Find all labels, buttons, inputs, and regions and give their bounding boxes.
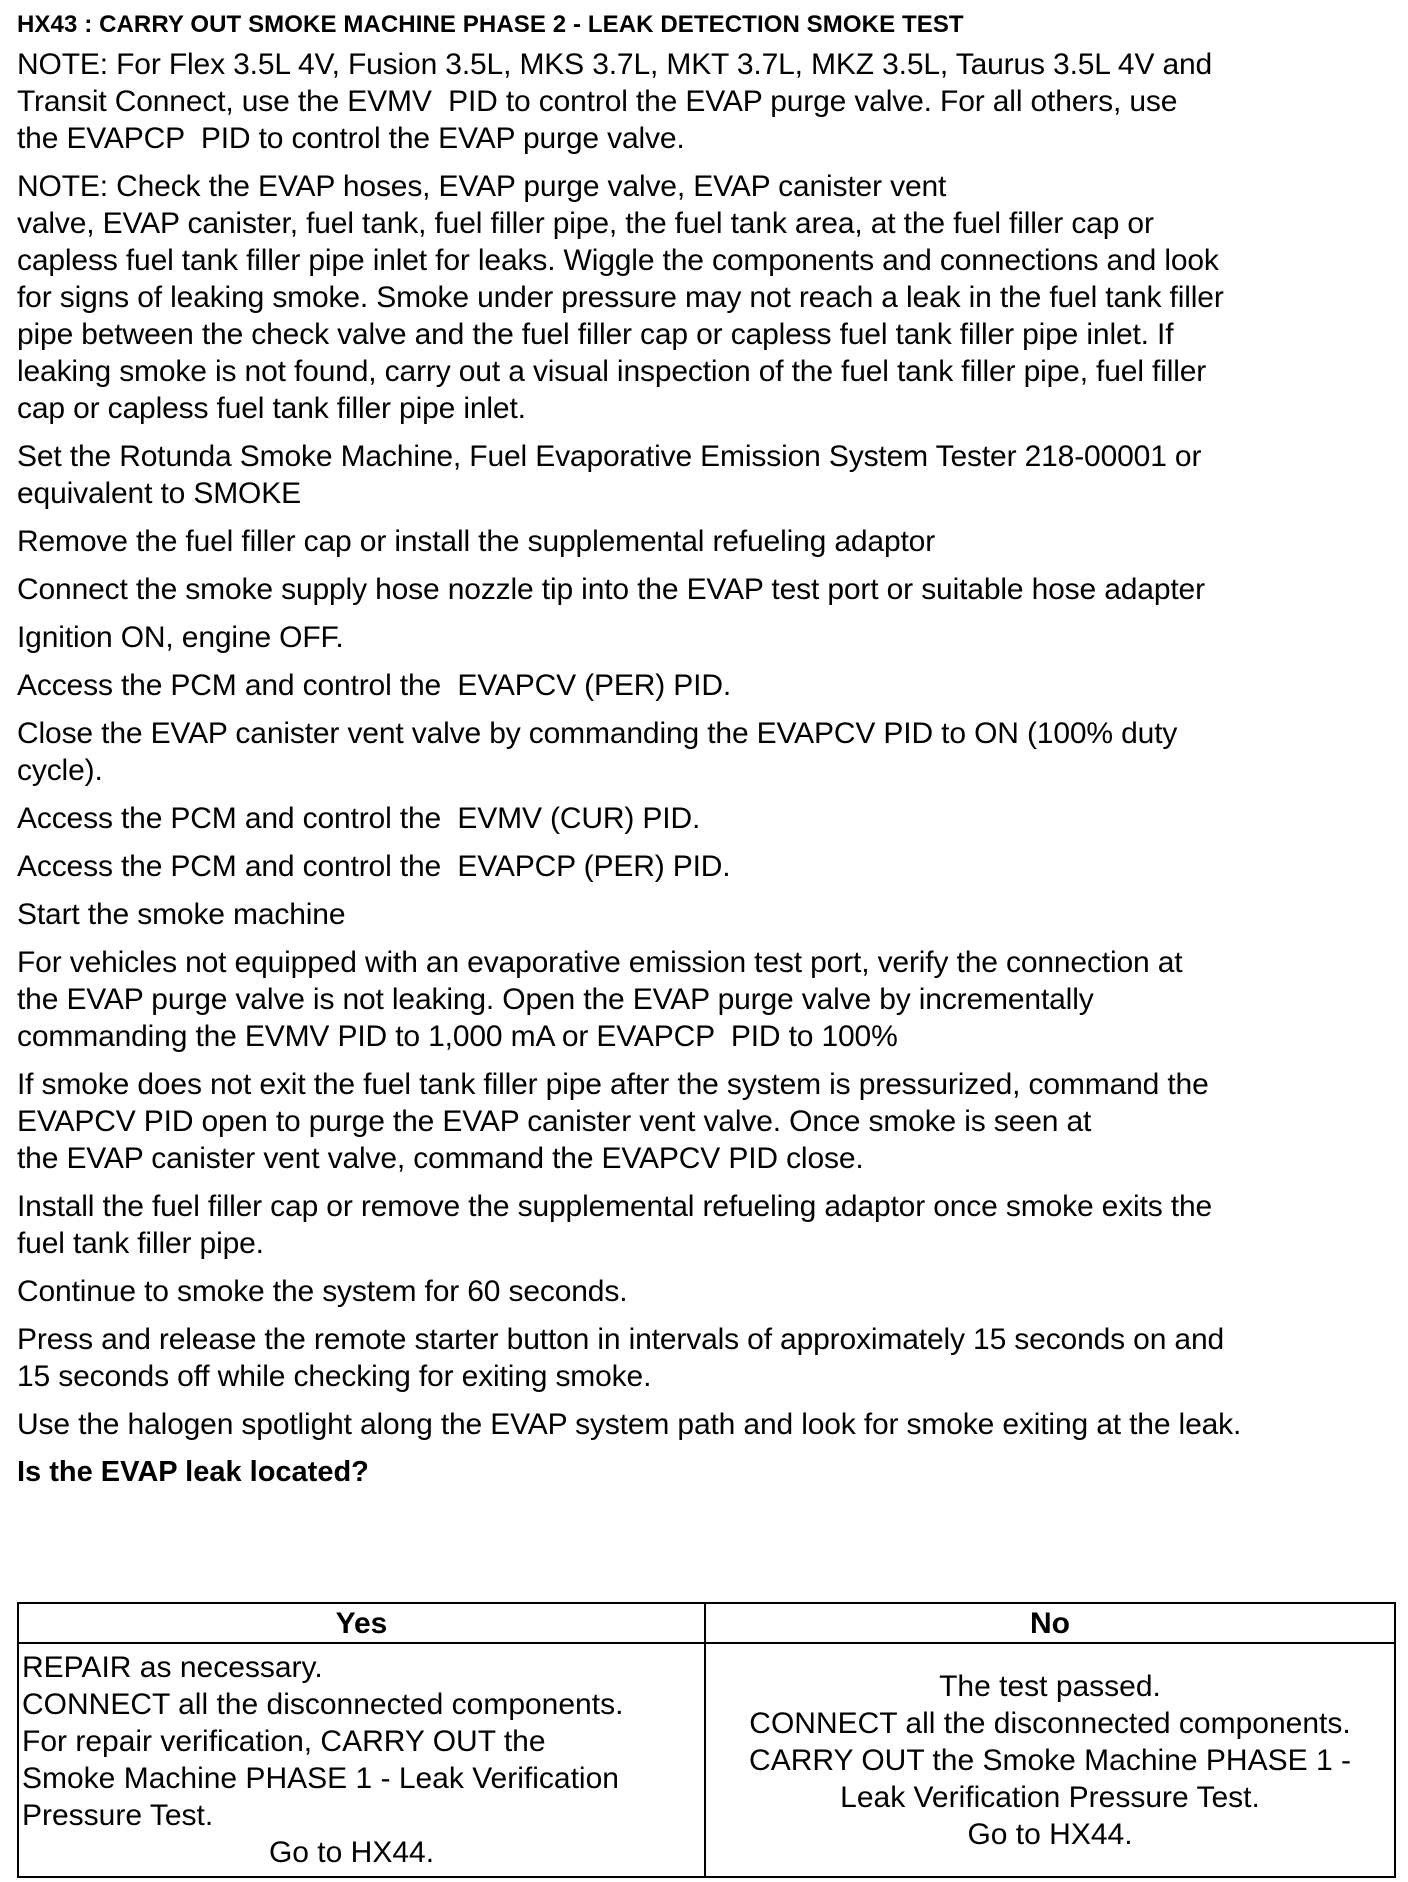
no-header: No <box>705 1603 1395 1643</box>
yes-line: Smoke Machine PHASE 1 - Leak Verification <box>22 1762 619 1795</box>
step-ignition-on: Ignition ON, engine OFF. <box>17 621 344 654</box>
step-continue-smoke: Continue to smoke the system for 60 seconds. <box>17 1275 628 1308</box>
yes-line: REPAIR as necessary. <box>22 1651 323 1684</box>
table-header-row <box>18 1603 1395 1643</box>
no-line: The test passed. <box>939 1669 1161 1703</box>
step-purge-vent-valve: If smoke does not exit the fuel tank filler pipe after the system is pressurized, command the EVAPCV PID open to purge the EVAP canister vent valve. Once smoke is seen at the EVAP canister vent valve, command the EVAPCV PID close. <box>17 1068 1209 1175</box>
step-set-smoke-machine: Set the Rotunda Smoke Machine, Fuel Evaporative Emission System Tester 218-00001 or equivalent to SMOKE <box>17 440 1202 510</box>
yes-goto-link: Go to HX44. <box>268 1836 435 1869</box>
step-close-vent-valve: Close the EVAP canister vent valve by commanding the EVAPCV PID to ON (100% duty cycle). <box>17 717 1178 787</box>
step-remote-starter: Press and release the remote starter button in intervals of approximately 15 seconds on and 15 seconds off while checking for exiting smoke. <box>17 1323 1225 1393</box>
yes-line: For repair verification, CARRY OUT the <box>22 1725 546 1758</box>
yes-cell <box>18 1643 705 1877</box>
no-line: CARRY OUT the Smoke Machine PHASE 1 - <box>749 1743 1351 1777</box>
step-remove-filler-cap: Remove the fuel filler cap or install the supplemental refueling adaptor <box>17 525 936 558</box>
step-access-evapcp: Access the PCM and control the EVAPCP (PER) PID. <box>17 850 731 883</box>
note-check-evap-components: NOTE: Check the EVAP hoses, EVAP purge valve, EVAP canister vent valve, EVAP canister, fuel tank, fuel filler pipe, the fuel tank area, at the fuel filler cap or capless fuel tank filler pipe inlet for leaks. Wiggle the components and connections and look for signs of leaking smoke. Smoke under pressure may not reach a leak in the fuel tank filler pipe between the check valve and the fuel filler cap or capless fuel tank filler pipe inlet. If leaking smoke is not found, carry out a visual inspection of the fuel tank filler pipe, fuel filler cap or capless fuel tank filler pipe inlet. <box>17 170 1224 425</box>
no-cell <box>705 1643 1395 1877</box>
step-halogen-spotlight: Use the halogen spotlight along the EVAP system path and look for smoke exiting at the leak. <box>17 1408 1242 1441</box>
step-start-smoke-machine: Start the smoke machine <box>17 898 346 931</box>
note-evmv-evapcp: NOTE: For Flex 3.5L 4V, Fusion 3.5L, MKS 3.7L, MKT 3.7L, MKZ 3.5L, Taurus 3.5L 4V and Transit Connect, use the EVMV PID to control the EVAP purge valve. For all others, use the EVAPCP PID to control the EVAP purge valve. <box>17 48 1213 155</box>
step-connect-supply-hose: Connect the smoke supply hose nozzle tip into the EVAP test port or suitable hose adapter <box>17 573 1205 606</box>
step-install-filler-cap: Install the fuel filler cap or remove the supplemental refueling adaptor once smoke exits the fuel tank filler pipe. <box>17 1190 1213 1260</box>
yes-line: CONNECT all the disconnected components. <box>22 1688 624 1721</box>
no-line: Leak Verification Pressure Test. <box>840 1780 1260 1814</box>
table-row <box>18 1643 1395 1877</box>
step-verify-purge-connection: For vehicles not equipped with an evaporative emission test port, verify the connection at the EVAP purge valve is not leaking. Open the EVAP purge valve by incrementally commanding the EVMV PID to 1,000 mA or EVAPCP PID to 100% <box>17 946 1183 1053</box>
decision-question: Is the EVAP leak located? <box>17 1456 369 1488</box>
yes-line: Pressure Test. <box>22 1799 214 1832</box>
yes-header: Yes <box>18 1603 705 1643</box>
no-line: CONNECT all the disconnected components. <box>749 1706 1351 1740</box>
step-access-evmv: Access the PCM and control the EVMV (CUR) PID. <box>17 802 701 835</box>
document-page <box>17 10 1402 1490</box>
result-table <box>17 1602 1396 1878</box>
step-access-evapcv: Access the PCM and control the EVAPCV (PER) PID. <box>17 669 732 702</box>
no-goto-link: Go to HX44. <box>967 1817 1133 1851</box>
section-heading: HX43 : CARRY OUT SMOKE MACHINE PHASE 2 - LEAK DETECTION SMOKE TEST <box>17 11 964 38</box>
